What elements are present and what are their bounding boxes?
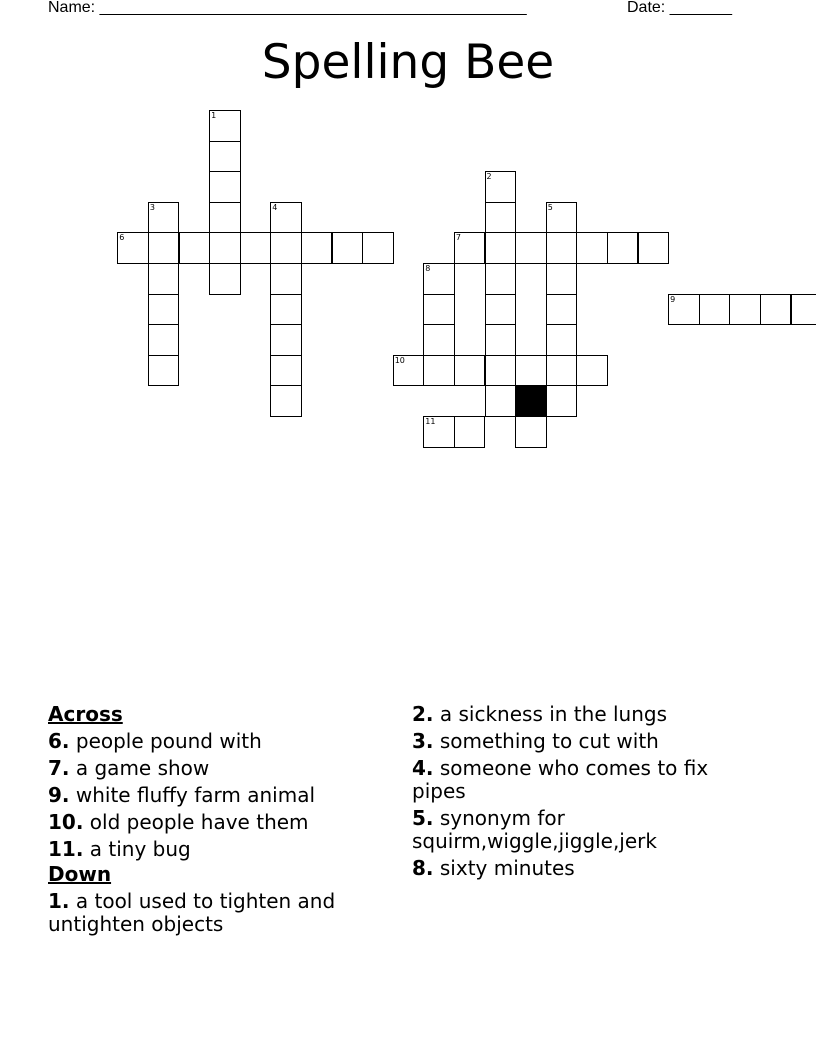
grid-cell[interactable] [423,294,455,326]
grid-cell[interactable] [546,263,578,295]
grid-cell[interactable] [485,232,517,264]
grid-cell[interactable] [485,355,517,387]
clue-down [412,703,742,726]
grid-cell[interactable] [179,232,211,264]
grid-cell[interactable] [607,232,639,264]
grid-cell[interactable] [240,232,272,264]
across-heading: Across [48,702,123,726]
clue-number: 1. [48,889,70,913]
clue-number: 4. [412,756,434,780]
clue-number-label: 7 [455,233,461,243]
clue-number: 10. [48,810,84,834]
clue-number: 8. [412,856,434,880]
clue-number-label: 6 [119,233,125,243]
grid-cell[interactable] [546,355,578,387]
clue-text: sixty minutes [439,856,575,880]
grid-cell[interactable] [515,355,547,387]
grid-cell[interactable] [546,202,578,234]
grid-cell[interactable] [148,294,180,326]
grid-cell[interactable] [546,324,578,356]
clue-number: 7. [48,756,70,780]
grid-cell[interactable] [638,232,670,264]
grid-cell[interactable] [760,294,792,326]
grid-cell[interactable] [423,355,455,387]
clue-down [412,757,742,803]
clue-number-label: 3 [149,202,155,212]
grid-cell[interactable] [270,202,302,234]
clue-number: 5. [412,806,434,830]
clue-text: people pound with [75,729,262,753]
clue-text: a tool used to tighten and untighten objects [48,889,336,936]
clue-text: someone who comes to fix pipes [412,756,709,803]
grid-cell[interactable] [209,232,241,264]
grid-cell[interactable] [393,355,425,387]
grid-cell[interactable] [515,232,547,264]
clue-across [48,730,368,753]
grid-cell[interactable] [148,324,180,356]
grid-cell[interactable] [791,294,816,326]
clue-down [48,890,368,936]
grid-cell[interactable] [270,232,302,264]
grid-cell[interactable] [209,171,241,203]
clue-number-label: 1 [211,111,217,120]
grid-cell[interactable] [423,416,455,448]
grid-cell[interactable] [668,294,700,326]
name-field-label: Name: ________________________________________________ [48,0,527,16]
grid-cell[interactable] [209,110,241,142]
clue-text: old people have them [89,810,309,834]
clue-text: a tiny bug [89,837,191,861]
grid-cell[interactable] [423,324,455,356]
grid-cell[interactable] [515,416,547,448]
clue-number: 9. [48,783,70,807]
grid-cell[interactable] [485,385,517,417]
clue-down [412,730,742,753]
clue-number: 3. [412,729,434,753]
clue-number-label: 5 [547,202,553,212]
grid-cell[interactable] [148,202,180,234]
clue-number: 2. [412,702,434,726]
grid-cell[interactable] [485,202,517,234]
grid-cell[interactable] [270,294,302,326]
grid-cell[interactable] [148,355,180,387]
clue-across [48,811,368,834]
down-heading: Down [48,862,112,886]
grid-cell[interactable] [301,232,333,264]
grid-cell[interactable] [117,232,149,264]
clue-number: 6. [48,729,70,753]
clues-right-column [412,703,742,884]
grid-cell[interactable] [362,232,394,264]
grid-cell[interactable] [576,232,608,264]
clue-text: a game show [75,756,210,780]
grid-cell[interactable] [332,232,364,264]
clue-text: a sickness in the lungs [439,702,668,726]
grid-cell[interactable] [209,263,241,295]
date-field-label: Date: _______ [627,0,732,16]
grid-cell[interactable] [576,355,608,387]
grid-cell[interactable] [270,263,302,295]
grid-cell[interactable] [454,355,486,387]
clue-down [412,807,742,853]
grid-cell[interactable] [148,232,180,264]
clue-text: something to cut with [439,729,659,753]
grid-cell[interactable] [454,416,486,448]
grid-cell[interactable] [209,141,241,173]
grid-cell[interactable] [485,171,517,203]
black-cell [515,385,547,417]
grid-cell[interactable] [270,324,302,356]
grid-cell[interactable] [270,385,302,417]
grid-cell[interactable] [485,263,517,295]
grid-cell[interactable] [454,232,486,264]
clue-down [412,857,742,880]
grid-cell[interactable] [546,294,578,326]
clue-across [48,757,368,780]
clue-across [48,784,368,807]
clue-number-label: 4 [272,202,278,212]
clue-number-label: 9 [670,294,676,304]
clue-across [48,838,368,861]
crossword-grid [0,0,816,460]
grid-cell[interactable] [148,263,180,295]
clue-number-label: 8 [425,264,431,273]
grid-cell[interactable] [729,294,761,326]
grid-cell[interactable] [209,202,241,234]
grid-cell[interactable] [270,355,302,387]
grid-cell[interactable] [423,263,455,295]
grid-cell[interactable] [485,294,517,326]
grid-cell[interactable] [546,385,578,417]
grid-cell[interactable] [485,324,517,356]
clue-text: white fluffy farm animal [75,783,316,807]
clue-number-label: 11 [425,417,436,426]
clue-text: synonym for squirm,wiggle,jiggle,jerk [412,806,657,853]
page-title: Spelling Bee [261,35,555,90]
clue-number-label: 10 [394,355,405,365]
clue-number-label: 2 [486,172,492,182]
grid-cell[interactable] [699,294,731,326]
clue-number: 11. [48,837,84,861]
clues-left-column [48,703,368,940]
grid-cell[interactable] [546,232,578,264]
